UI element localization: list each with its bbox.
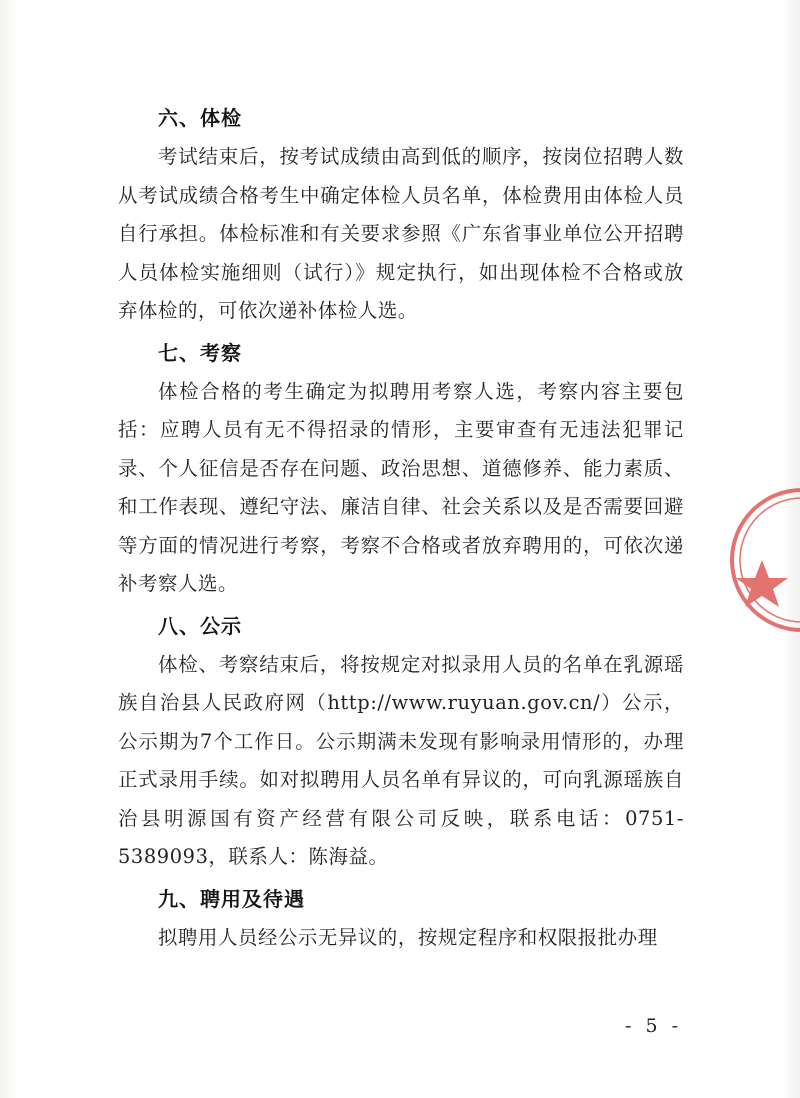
page-number: - 5 - — [624, 1015, 682, 1037]
section-text-physical-exam: 考试结束后，按考试成绩由高到低的顺序，按岗位招聘人数从考试成绩合格考生中确定体检人员名单，体检费用由体检人员自行承担。体检标准和有关要求参照《广东省事业单位公开招聘人员体检实施细则（试行）》规定执行，如出现体检不合格或放弃体检的，可依次递补体检人选。 — [118, 145, 684, 322]
section-heading-inspection: 七、考察 — [158, 340, 242, 365]
official-seal-icon — [722, 470, 800, 650]
document-body — [118, 98, 684, 959]
section-heading-physical-exam: 六、体检 — [158, 106, 242, 130]
section-text-publicity: 体检、考察结束后，将按规定对拟录用人员的名单在乳源瑶族自治县人民政府网（http://www.ruyuan.gov.cn/）公示，公示期为7个工作日。公示期满未发现有影响录用情形的，办理正式录用手续。如对拟聘用人员名单有异议的，可向乳源瑶族自治县明源国有资产经营有限公司反映，联系电话：0751-5389093，联系人：陈海益。 — [118, 652, 684, 868]
section-text-employment: 拟聘用人员经公示无异议的，按规定程序和权限报批办理 — [158, 925, 658, 949]
section-heading-publicity: 八、公示 — [158, 613, 242, 638]
section-text-inspection: 体检合格的考生确定为拟聘用考察人选，考察内容主要包括：应聘人员有无不得招录的情形，主要审查有无违法犯罪记录、个人征信是否存在问题、政治思想、道德修养、能力素质、和工作表现、遵纪守法、廉洁自律、社会关系以及是否需要回避等方面的情况进行考察，考察不合格或者放弃聘用的，可依次递补考察人选。 — [118, 379, 684, 595]
section-heading-employment: 九、聘用及待遇 — [158, 886, 305, 911]
